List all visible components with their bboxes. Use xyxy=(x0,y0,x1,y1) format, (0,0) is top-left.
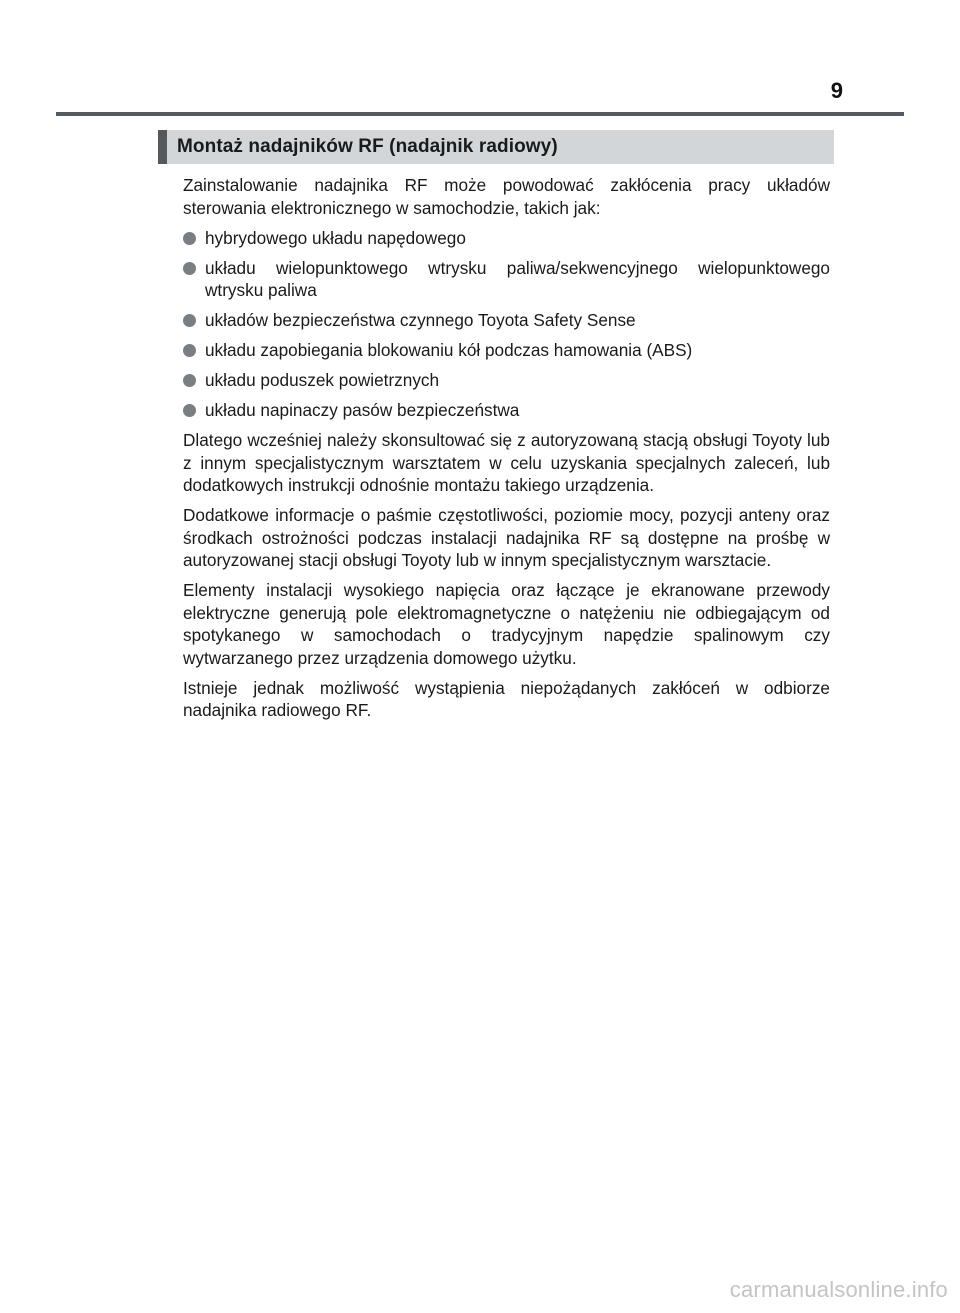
list-item-text: hybrydowego układu napędowego xyxy=(205,227,466,248)
section-title: Montaż nadajników RF (nadajnik radiowy) xyxy=(177,136,558,157)
bullet-list xyxy=(183,227,830,422)
body-paragraph: Istnieje jednak możliwość wystąpienia niepożądanych zakłóceń w odbiorze nadajnika radiowego RF. xyxy=(183,677,830,720)
header-rule xyxy=(56,112,904,116)
document-body xyxy=(183,174,830,729)
body-paragraph: Dodatkowe informacje o paśmie częstotliwości, poziomie mocy, pozycji anteny oraz środkach ostrożności podczas instalacji nadajnika RF są dostępne na prośbę w autoryzowanej stacji obsługi Toyoty lub w innym specjalistycznym warsztacie. xyxy=(183,505,830,570)
page-number: 9 xyxy=(830,78,843,103)
bullet-dot-icon xyxy=(183,314,196,327)
list-item-text: układu zapobiegania blokowaniu kół podczas hamowania (ABS) xyxy=(205,340,693,360)
list-item xyxy=(183,309,830,332)
intro-paragraph: Zainstalowanie nadajnika RF może powodować zakłócenia pracy układów sterowania elektronicznego w samochodzie, takich jak: xyxy=(183,175,830,218)
list-item xyxy=(183,369,830,392)
list-item-text: układu wielopunktowego wtrysku paliwa/sekwencyjnego wielopunktowego wtrysku paliwa xyxy=(205,257,830,300)
list-item xyxy=(183,339,830,362)
watermark: carmanualsonline.info xyxy=(729,1277,948,1302)
bullet-dot-icon xyxy=(183,232,196,245)
list-item-text: układów bezpieczeństwa czynnego Toyota Safety Sense xyxy=(205,310,636,330)
body-paragraph: Dlatego wcześniej należy skonsultować się z autoryzowaną stacją obsługi Toyoty lub z innym specjalistycznym warsztatem w celu uzyskania specjalnych zaleceń, lub dodatkowych instrukcji odnośnie montażu takiego urządzenia. xyxy=(183,430,830,495)
body-paragraph: Elementy instalacji wysokiego napięcia oraz łączące je ekranowane przewody elektryczne generują pole elektromagnetyczne o natężeniu nie odbiegającym od spotykanego w samochodach o tradycyjnym napędzie spalinowym czy wytwarzanego przez urządzenia domowego użytku. xyxy=(183,580,830,668)
list-item xyxy=(183,257,830,302)
list-item-text: układu napinaczy pasów bezpieczeństwa xyxy=(205,400,520,420)
section-header xyxy=(158,130,834,164)
list-item xyxy=(183,399,830,422)
list-item-text: układu poduszek powietrznych xyxy=(205,370,440,390)
bullet-dot-icon xyxy=(183,404,196,417)
list-item xyxy=(183,227,830,250)
bullet-dot-icon xyxy=(183,262,196,275)
bullet-dot-icon xyxy=(183,374,196,387)
bullet-dot-icon xyxy=(183,344,196,357)
